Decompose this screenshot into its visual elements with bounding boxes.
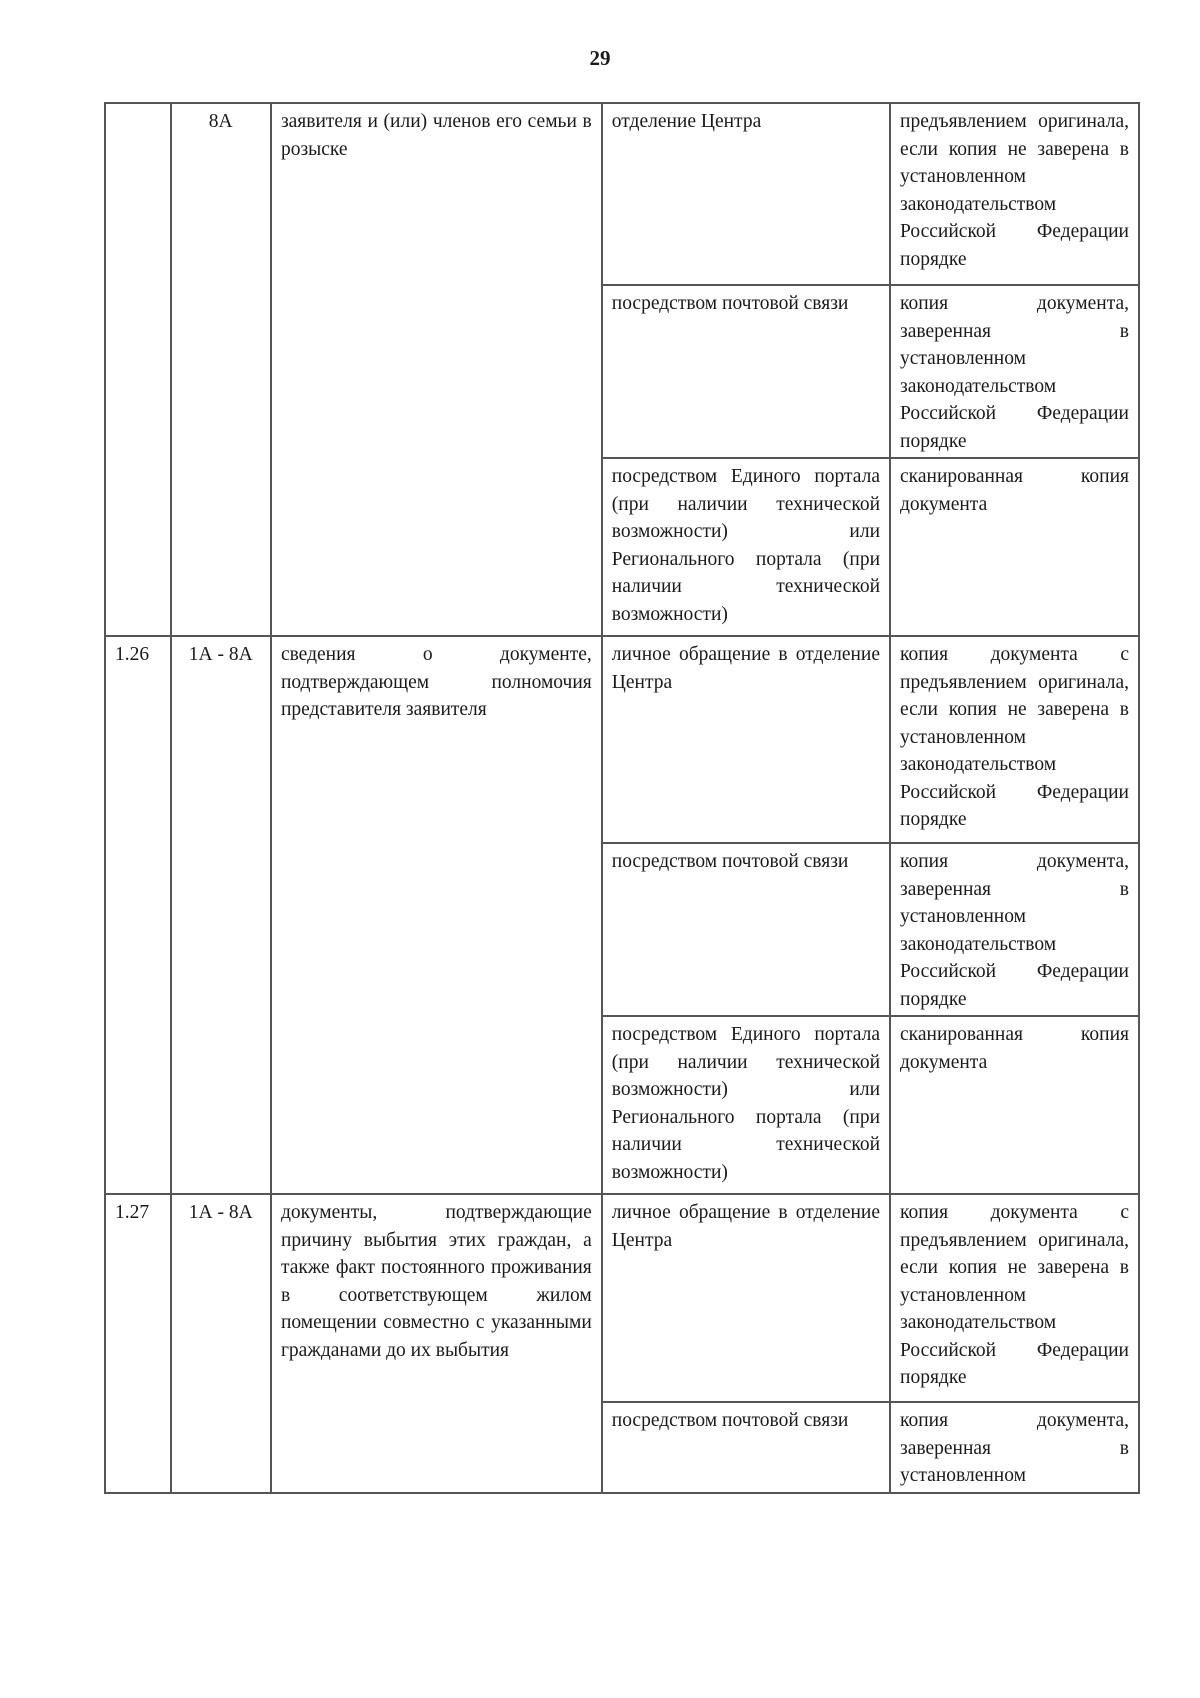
table-row <box>105 636 1139 843</box>
submission-method: посредством почтовой связи <box>602 1402 890 1493</box>
document-description: документы, подтверждающие причину выбытия этих граждан, а также факт постоянного проживания в соответствующем жилом помещении совместно с указанными гражданами до их выбытия <box>271 1194 602 1493</box>
submission-method: личное обращение в отделение Центра <box>602 1194 890 1402</box>
document-form: копия документа, заверенная в установленном <box>890 1402 1139 1493</box>
document-form: копия документа, заверенная в установленном законодательством Российской Федерации порядке <box>890 285 1139 458</box>
row-number: 1.26 <box>105 636 171 1194</box>
row-number: 1.27 <box>105 1194 171 1493</box>
document-form: копия документа с предъявлением оригинала, если копия не заверена в установленном законодательством Российской Федерации порядке <box>890 1194 1139 1402</box>
submission-method: посредством Единого портала (при наличии технической возможности) или Регионального портала (при наличии технической возможности) <box>602 458 890 636</box>
page-number: 29 <box>589 46 611 70</box>
table-row <box>105 1194 1139 1402</box>
submission-method: личное обращение в отделение Центра <box>602 636 890 843</box>
row-number <box>105 103 171 636</box>
applicant-category: 1А - 8А <box>171 636 271 1194</box>
document-form: предъявлением оригинала, если копия не заверена в установленном законодательством Российской Федерации порядке <box>890 103 1139 285</box>
applicant-category: 1А - 8А <box>171 1194 271 1493</box>
applicant-category: 8А <box>171 103 271 636</box>
document-form: сканированная копия документа <box>890 1016 1139 1194</box>
document-description: сведения о документе, подтверждающем полномочия представителя заявителя <box>271 636 602 1194</box>
document-description: заявителя и (или) членов его семьи в розыске <box>271 103 602 636</box>
document-form: копия документа с предъявлением оригинала, если копия не заверена в установленном законодательством Российской Федерации порядке <box>890 636 1139 843</box>
document-form: сканированная копия документа <box>890 458 1139 636</box>
submission-method: посредством почтовой связи <box>602 285 890 458</box>
submission-method: отделение Центра <box>602 103 890 285</box>
document-form: копия документа, заверенная в установленном законодательством Российской Федерации порядке <box>890 843 1139 1016</box>
submission-method: посредством почтовой связи <box>602 843 890 1016</box>
submission-method: посредством Единого портала (при наличии технической возможности) или Регионального портала (при наличии технической возможности) <box>602 1016 890 1194</box>
document-table <box>104 102 1140 1494</box>
table-row <box>105 103 1139 285</box>
